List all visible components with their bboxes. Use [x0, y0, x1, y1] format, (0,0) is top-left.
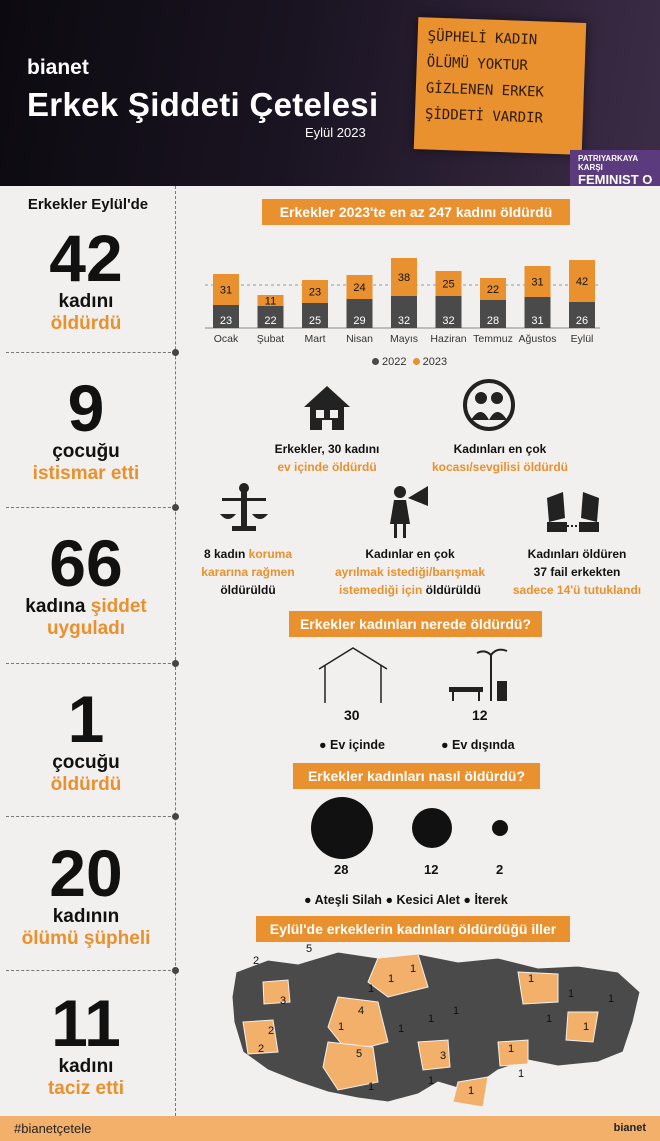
map-province-count: 1 [608, 993, 615, 1005]
data-label-2022: 32 [442, 315, 455, 327]
info-text-accent: koruma [248, 547, 293, 561]
stat-suspicious [0, 836, 172, 950]
info-line-accent: kararına rağmen [201, 565, 295, 579]
bubble-gun [311, 797, 373, 859]
legend-bullet: ● [385, 893, 397, 907]
chart-legend [372, 356, 447, 368]
stat-label-accent: öldürdü [50, 313, 122, 334]
info-line-accent: kocası/sevgilisi öldürdü [431, 460, 569, 474]
how-title: Erkekler kadınları nasıl öldürdü? [293, 763, 540, 789]
legend-bullet: ● [463, 893, 475, 907]
house-outline-icon [317, 645, 389, 703]
legend-bullet: ● [319, 738, 331, 752]
bar-chart [195, 225, 615, 350]
map-province-count: 1 [368, 1081, 375, 1093]
where-out-value: 12 [472, 707, 488, 723]
stat-number: 42 [49, 221, 123, 295]
map-province-count: 1 [388, 973, 395, 985]
info-line: öldürüldü [220, 583, 276, 597]
stat-label-accent: şiddet [90, 596, 147, 617]
divider-dot [172, 967, 179, 974]
stat-label-accent: uyguladı [46, 618, 126, 639]
divider-dot [172, 813, 179, 820]
map-province-count: 1 [338, 1021, 345, 1033]
map-province-count: 1 [410, 963, 417, 975]
x-tick-label: Temmuz [473, 333, 513, 345]
map-province-count: 1 [583, 1021, 590, 1033]
data-label-2022: 32 [397, 315, 411, 327]
map-province-count: 4 [358, 1005, 365, 1017]
sign-line: ÖLÜMÜ YOKTUR [426, 54, 529, 74]
map-province-count: 5 [306, 943, 313, 955]
x-tick-label: Haziran [430, 333, 467, 345]
couple-icon [462, 378, 516, 432]
stat-label-accent: öldürdü [50, 774, 122, 795]
data-label-2023: 25 [442, 278, 455, 291]
map-province-count: 1 [453, 1005, 460, 1017]
data-label-2023: 38 [397, 272, 411, 284]
stat-label [0, 596, 172, 618]
stat-label: kadının [52, 906, 120, 927]
info-line: Erkekler, 30 kadını [274, 442, 380, 456]
x-tick-label: Mayıs [389, 333, 419, 345]
bubble-push [492, 820, 508, 836]
info-line [192, 545, 304, 563]
info-line: 37 fail erkekten [533, 565, 621, 579]
stat-violence [0, 526, 172, 640]
map-province-count: 2 [258, 1043, 265, 1055]
map-province-count: 1 [468, 1085, 475, 1097]
page-date: Eylül 2023 [305, 125, 366, 140]
stat-label-accent: ölümü şüpheli [21, 928, 151, 949]
stat-label-accent: taciz etti [47, 1078, 125, 1099]
where-title: Erkekler kadınları nerede öldürdü? [289, 611, 542, 637]
data-label-2023: 24 [353, 282, 366, 294]
stat-harassment [0, 986, 172, 1100]
info-line: Kadınlar en çok [365, 547, 455, 561]
map-province-count: 2 [253, 955, 260, 967]
info-line [330, 581, 490, 599]
map-province-count: 1 [568, 988, 575, 1000]
house-icon [302, 383, 352, 433]
where-home-label [319, 738, 385, 752]
stat-number: 20 [49, 836, 123, 910]
brand-logo: bianet [27, 56, 89, 79]
map-province-count: 1 [546, 1013, 553, 1025]
data-label-2022: 29 [353, 315, 366, 327]
legend-dot-2022 [372, 358, 379, 365]
legend-bullet: ● [441, 738, 453, 752]
info-text: öldürüldü [422, 583, 481, 597]
how-legend-knife: Kesici Alet [396, 893, 460, 907]
stat-label-accent: istismar etti [32, 463, 140, 484]
info-arrest [510, 545, 644, 599]
data-label-2023: 42 [575, 276, 589, 288]
how-knife-value: 12 [424, 862, 439, 877]
x-tick-label: Nisan [346, 333, 373, 345]
map-province-count: 1 [428, 1013, 435, 1025]
data-label-2022: 28 [486, 315, 500, 327]
info-text-accent: istemediği için [338, 583, 423, 597]
info-text: 8 kadın [203, 547, 249, 561]
stat-child-abuse [0, 371, 172, 485]
stat-child-killed [0, 682, 172, 796]
info-reason [330, 545, 490, 599]
left-heading: Erkekler Eylül'de [27, 196, 149, 213]
turkey-provinces-map [228, 942, 648, 1117]
map-province-count: 3 [440, 1050, 447, 1062]
street-bench-icon [445, 645, 515, 703]
banner-line: PATRIYARKAYA KARŞI [578, 154, 638, 172]
info-line-accent: sadece 14'ü tutuklandı [512, 583, 642, 597]
stat-label: kadını [58, 291, 114, 312]
x-tick-label: Eylül [570, 333, 594, 345]
map-province-count: 1 [398, 1023, 405, 1035]
protest-banner [570, 150, 660, 186]
sign-line: GİZLENEN ERKEK [425, 80, 545, 101]
scales-of-justice-icon [218, 482, 270, 532]
sign-line: ŞİDDETİ VARDIR [424, 106, 544, 127]
stat-number: 11 [51, 986, 121, 1060]
where-out-label [441, 738, 515, 752]
how-legend-gun: Ateşli Silah [314, 893, 382, 907]
map-province-count: 1 [528, 973, 535, 985]
stat-number: 1 [67, 682, 105, 756]
legend-2023: 2023 [422, 356, 448, 368]
where-out-text: Ev dışında [452, 738, 515, 752]
map-province-count: 2 [268, 1025, 275, 1037]
how-legend [304, 893, 508, 907]
data-label-2022: 23 [219, 315, 233, 327]
data-label-2023: 23 [308, 286, 322, 299]
stat-label: çocuğu [52, 441, 120, 462]
divider [6, 970, 176, 971]
stat-killed [0, 221, 172, 335]
footer-hashtag: #bianetçetele [14, 1121, 92, 1136]
divider [6, 352, 176, 353]
data-label-2023: 11 [264, 295, 277, 308]
info-line: Kadınları öldüren [527, 547, 627, 561]
handcuffs-icon [543, 488, 603, 536]
stat-number: 9 [67, 371, 105, 445]
map-province-count: 1 [368, 983, 375, 995]
legend-bullet: ● [304, 893, 315, 907]
banner-line: FEMINIST O [578, 172, 653, 186]
map-province-count: 1 [508, 1043, 515, 1055]
map-title: Eylül'de erkeklerin kadınları öldürdüğü iller [256, 916, 570, 942]
info-line: Kadınları en çok [453, 442, 547, 456]
where-home-value: 30 [344, 707, 360, 723]
data-label-2023: 31 [531, 276, 544, 289]
info-line-accent: ayrılmak istediği/barışmak [334, 565, 486, 579]
protest-sign [414, 17, 587, 155]
divider-dot [172, 660, 179, 667]
stat-label: kadını [58, 1056, 114, 1077]
info-protection-order [192, 545, 304, 599]
info-partner [430, 440, 570, 476]
how-legend-push: İterek [474, 893, 508, 907]
legend-dot-2023 [413, 358, 420, 365]
x-tick-label: Ocak [213, 333, 239, 345]
data-label-2022: 26 [575, 315, 589, 327]
stat-label-a: kadına [25, 596, 86, 617]
x-tick-label: Mart [304, 333, 326, 345]
x-tick-label: Ağustos [518, 333, 557, 345]
footer-logo: bianet [613, 1122, 646, 1134]
stat-number: 66 [49, 526, 123, 600]
map-province-count: 5 [356, 1048, 363, 1060]
legend-2022: 2022 [382, 356, 407, 368]
sign-line: ŞÜPHELİ KADIN [427, 28, 538, 49]
how-gun-value: 28 [334, 862, 349, 877]
divider [6, 663, 176, 664]
data-label-2023: 22 [486, 284, 500, 296]
map-province-count: 1 [518, 1068, 525, 1080]
bar-chart-title: Erkekler 2023'te en az 247 kadını öldürdü [262, 199, 570, 225]
how-push-value: 2 [496, 862, 504, 877]
divider [6, 816, 176, 817]
divider-dot [172, 504, 179, 511]
column-divider [175, 186, 176, 1116]
where-home-text: Ev içinde [330, 738, 385, 752]
footer-bar [0, 1116, 660, 1141]
map-province-count: 1 [428, 1075, 435, 1087]
data-label-2022: 31 [531, 315, 544, 327]
bubble-knife [412, 808, 452, 848]
info-home [262, 440, 392, 476]
page-title: Erkek Şiddeti Çetelesi [27, 86, 379, 123]
data-label-2023: 31 [219, 284, 233, 297]
map-province-count: 3 [280, 995, 287, 1007]
stat-label: çocuğu [52, 752, 120, 773]
divider [6, 507, 176, 508]
header-photo-banner [0, 0, 660, 186]
divider-dot [172, 349, 179, 356]
info-line-accent: ev içinde öldürdü [277, 460, 377, 474]
data-label-2022: 25 [308, 315, 322, 327]
x-tick-label: Şubat [256, 333, 285, 345]
megaphone-woman-icon [382, 482, 434, 540]
data-label-2022: 22 [264, 315, 277, 327]
